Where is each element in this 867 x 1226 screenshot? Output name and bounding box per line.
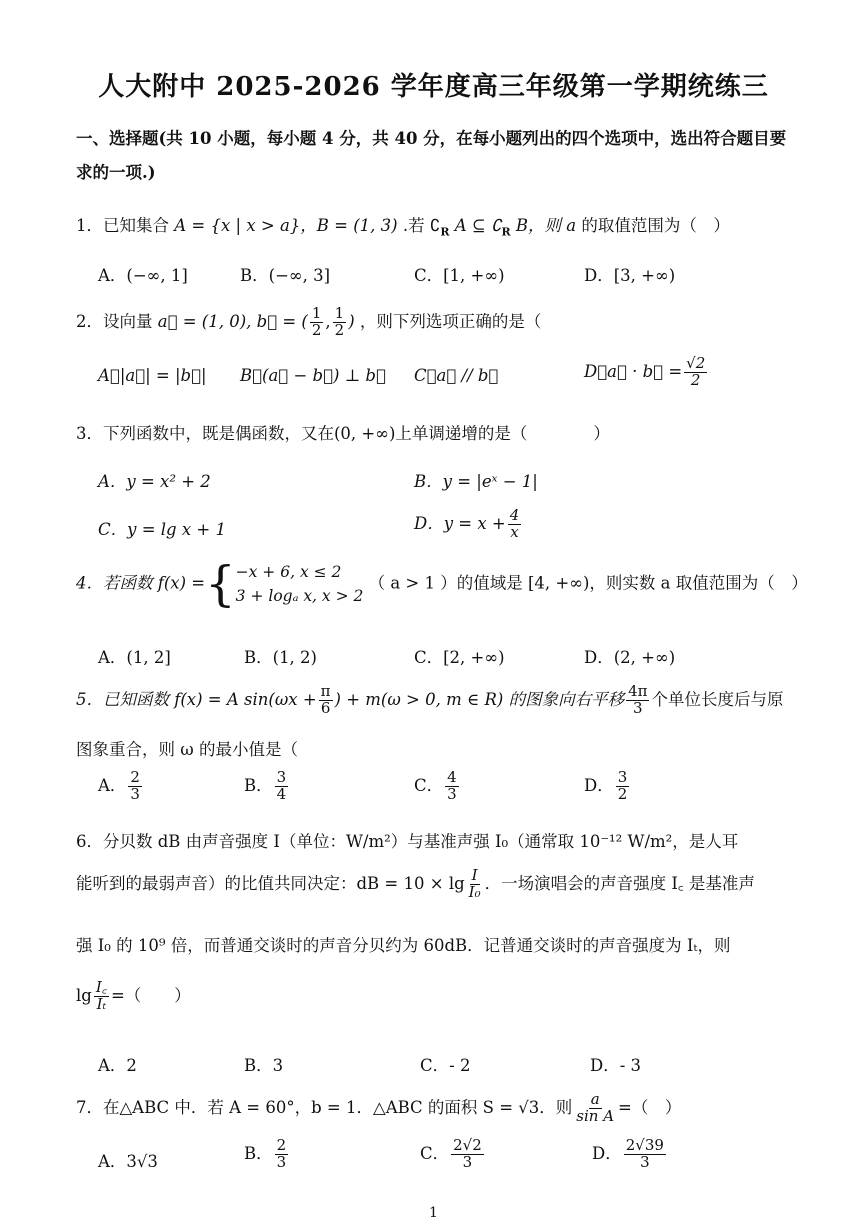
q4-stem-a: 4．若函数 f(x) = (76, 573, 206, 593)
q2-d-frac: $\frac{√2}{2}$ (686, 354, 706, 389)
q1-stem-i: 的取值范围为（ ） (581, 216, 730, 235)
q5-option-d: D． $\frac{3}{2}$ (584, 768, 628, 803)
q1-option-d: D．[3, +∞) (584, 266, 676, 285)
q6-option-d: D．- 3 (590, 1056, 642, 1075)
q7-frac: $\frac{a}{\text{sin A}}$ (576, 1090, 615, 1125)
q2-vec: a⃗ = (1, 0), b⃗ = ( (157, 311, 308, 331)
q3-option-b: B．y = |eˣ − 1| (414, 472, 538, 491)
q6-option-a: A．2 (98, 1056, 137, 1075)
q5-line-2: 图象重合，则 ω 的最小值是（ (76, 740, 298, 759)
q7-option-b: B． $\frac{2}{3}$ (244, 1136, 287, 1171)
q5-stem-a: 5．已知函数 f(x) = A sin(ωx + (76, 689, 317, 709)
q2-stem-b: ，则下列选项正确的是（ (359, 311, 542, 331)
q2-option-b: B．(a⃗ − b⃗) ⊥ b⃗ (240, 366, 386, 385)
q7-option-d: D． $\frac{2√39}{3}$ (592, 1136, 664, 1171)
q2-frac-2: $\frac{1}{2}$ (334, 304, 345, 339)
q3-option-c: C．y = lg x + 1 (98, 520, 226, 539)
q1-option-a: A．(−∞, 1] (98, 266, 188, 285)
q2-option-a: A．|a⃗| = |b⃗| (98, 366, 207, 385)
q6-option-c: C．- 2 (420, 1056, 471, 1075)
q7-option-c: C． $\frac{2√2}{3}$ (420, 1136, 482, 1171)
q5-stem-b: ) + m(ω > 0, m ∈ R) 的图象向右平移 (334, 689, 625, 709)
q5-frac-1: $\frac{\pi}{6}$ (320, 682, 331, 717)
q4-brace: { (205, 556, 236, 612)
question-1 (76, 212, 730, 238)
question-3: 3．下列函数中，既是偶函数，又在(0, +∞)上单调递增的是（ ） (76, 424, 610, 443)
q1-stem-g: B，则 (515, 216, 562, 235)
q6-line-4: lg $\frac{I꜀}{\text{Iₜ}}$ =（ ） (76, 978, 191, 1013)
q1-stem-c: .若 ∁ (402, 216, 441, 235)
q5-stem-c: 个单位长度后与原 (651, 689, 784, 709)
q5-option-a: A． $\frac{2}{3}$ (98, 768, 140, 803)
question-4 (76, 556, 808, 612)
q5-option-b: B． $\frac{3}{4}$ (244, 768, 287, 803)
q6-frac: $\frac{I}{\text{I₀}}$ (468, 866, 481, 901)
q5-frac-2: $\frac{4\pi}{3}$ (628, 682, 648, 717)
q1-sub-r1: R (440, 225, 450, 239)
q1-stem-a: 1．已知集合 (76, 216, 169, 235)
question-7: 7．在△ABC 中．若 A = 60°，b = 1．△ABC 的面积 S = √3．则 $\frac{a}{\text{sin A}}$ =（ ） (76, 1090, 682, 1125)
q4-option-c: C．[2, +∞) (414, 648, 505, 667)
q6-option-b: B．3 (244, 1056, 284, 1075)
q1-option-c: C．[1, +∞) (414, 266, 505, 285)
q6-line-3: 强 I₀ 的 10⁹ 倍，而普通交谈时的声音分贝约为 60dB．记普通交谈时的声音强度为 Iₜ，则 (76, 936, 731, 955)
q6-line-1: 6．分贝数 dB 由声音强度 I（单位：W/m²）与基准声强 I₀（通常取 10⁻¹² W/m²，是人耳 (76, 832, 739, 851)
q6-line-2: 能听到的最弱声音）的比值共同决定：dB = 10 × lg $\frac{I}{\text{I₀}}$ ．一场演唱会的声音强度 I꜀ 是基准声 (76, 866, 755, 901)
q2-option-d: D．a⃗ · b⃗ = $\frac{√2}{2}$ (584, 354, 706, 389)
q1-var-a: a (566, 216, 577, 235)
question-2: 2．设向量 a⃗ = (1, 0), b⃗ = ( $\frac{1}{2}$ , $\frac{1}{2}$ ) ，则下列选项正确的是（ (76, 304, 542, 339)
q1-option-b: B．(−∞, 3] (240, 266, 331, 285)
q1-sub-r2: R (501, 225, 511, 239)
q4-option-a: A．(1, 2] (98, 648, 171, 667)
q4-option-d: D．(2, +∞) (584, 648, 676, 667)
q3-option-a: A．y = x² + 2 (98, 472, 211, 491)
q2-frac-1: $\frac{1}{2}$ (311, 304, 322, 339)
q1-sets: A = {x | x > a}，B = (1, 3) (174, 216, 398, 235)
q5-option-c: C． $\frac{4}{3}$ (414, 768, 457, 803)
q7-option-a: A．3√3 (98, 1152, 158, 1171)
page-title: 人大附中 2025-2026 学年度高三年级第一学期统练三 (98, 72, 769, 102)
q6-frac-2: $\frac{I꜀}{\text{Iₜ}}$ (95, 978, 107, 1013)
q4-option-b: B．(1, 2) (244, 648, 317, 667)
q4-piecewise: −x + 6, x ≤ 2 3 + logₐ x, x > 2 (235, 563, 364, 605)
q3-option-d: D．y = x + $\frac{4}{x}$ (414, 506, 520, 541)
q1-stem-e: A ⊆ ∁ (454, 216, 502, 235)
section-heading: 一、选择题(共 10 小题，每小题 4 分，共 40 分，在每小题列出的四个选项中，选出符合题目要求的一项.) (76, 129, 787, 182)
q2-option-c: C．a⃗ // b⃗ (414, 366, 499, 385)
q2-vec-end: ) (348, 311, 355, 331)
q4-stem-b: （ a > 1 ）的值域是 [4, +∞)，则实数 a 取值范围为（ ） (368, 573, 808, 593)
question-5 (76, 684, 783, 717)
page-number: 1 (429, 1205, 438, 1221)
q3-d-frac: $\frac{4}{x}$ (509, 506, 520, 541)
q2-stem-a: 2．设向量 (76, 311, 153, 331)
